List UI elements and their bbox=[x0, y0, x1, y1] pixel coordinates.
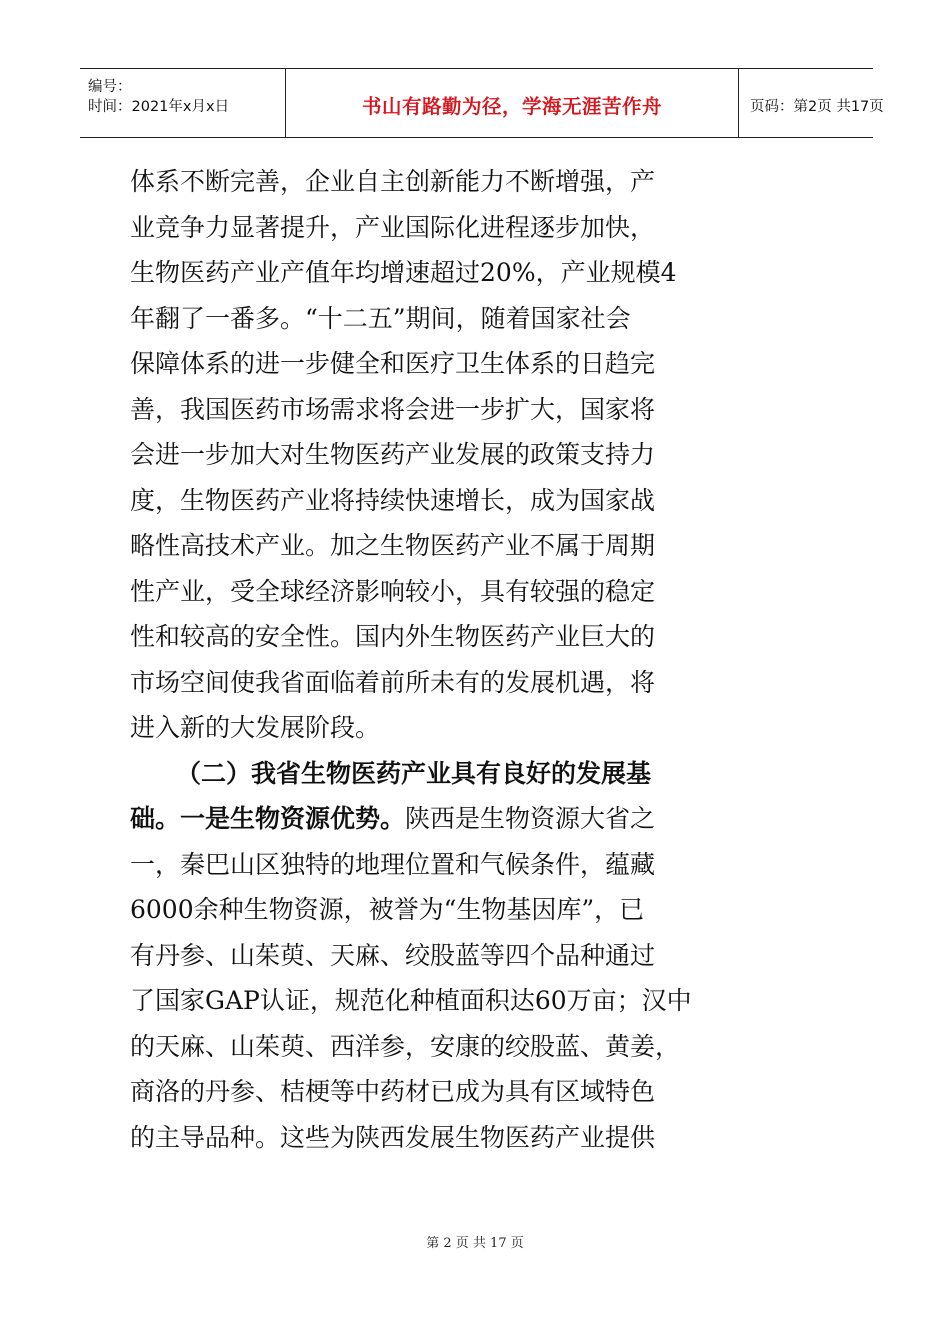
paragraph-line bbox=[130, 297, 820, 341]
paragraph-line bbox=[130, 979, 820, 1023]
paragraph-line bbox=[130, 706, 820, 750]
paragraph-line: 的天麻、山茱萸、西洋参，安康的绞股蓝、黄姜， bbox=[130, 1031, 681, 1061]
paragraph-line: 了国家GAP认证，规范化种植面积达60万亩；汉中 bbox=[130, 986, 692, 1015]
paragraph-line bbox=[130, 661, 820, 705]
paragraph-line bbox=[130, 888, 820, 932]
header-page-cell bbox=[738, 69, 884, 137]
paragraph-line: 的主导品种。这些为陕西发展生物医药产业提供 bbox=[130, 1122, 656, 1152]
section-heading-line bbox=[176, 752, 866, 796]
document-number-label: 编号： bbox=[88, 79, 132, 95]
paragraph-line bbox=[130, 433, 820, 477]
paragraph-line: 商洛的丹参、桔梗等中药材已成为具有区域特色 bbox=[130, 1077, 656, 1106]
paragraph-line: 保障体系的进一步健全和医疗卫生体系的日趋完 bbox=[130, 349, 656, 378]
paragraph-line: 市场空间使我省面临着前所未有的发展机遇，将 bbox=[130, 667, 656, 697]
paragraph-line bbox=[130, 843, 820, 887]
paragraph-line: 有丹参、山茱萸、天麻、绞股蓝等四个品种通过 bbox=[130, 940, 656, 970]
paragraph-line bbox=[130, 479, 820, 523]
paragraph-line bbox=[130, 160, 820, 204]
section-heading: （二）我省生物医药产业具有良好的发展基 bbox=[176, 758, 652, 788]
paragraph-line: 一，秦巴山区独特的地理位置和气候条件，蕴藏 bbox=[130, 849, 656, 879]
header-motto-cell bbox=[285, 69, 739, 137]
paragraph-line bbox=[130, 797, 820, 841]
paragraph-line bbox=[130, 615, 820, 659]
paragraph-line: 体系不断完善，企业自主创新能力不断增强，产 bbox=[130, 167, 656, 196]
motto-text: 书山有路勤为径，学海无涯苦作舟 bbox=[361, 95, 662, 118]
paragraph-line: 性和较高的安全性。国内外生物医药产业巨大的 bbox=[130, 622, 656, 651]
section-subheading: 础。一是生物资源优势。 bbox=[130, 804, 406, 833]
paragraph-line bbox=[130, 524, 820, 568]
paragraph-line bbox=[130, 934, 820, 978]
paragraph-line: 进入新的大发展阶段。 bbox=[130, 713, 381, 742]
paragraph-line: 业竞争力显著提升，产业国际化进程逐步加快， bbox=[130, 212, 656, 242]
page-footer: 第 2 页 共 17 页 bbox=[426, 1236, 524, 1251]
paragraph-line bbox=[130, 342, 820, 386]
paragraph-line bbox=[130, 251, 820, 295]
paragraph-line: 度，生物医药产业将持续快速增长，成为国家战 bbox=[130, 485, 656, 515]
header-page-info: 页码：第2页 共17页 bbox=[750, 99, 884, 115]
paragraph-line bbox=[130, 1070, 820, 1114]
paragraph-line bbox=[130, 1025, 820, 1069]
paragraph-text: 陕西是生物资源大省之 bbox=[405, 804, 656, 833]
paragraph-line: 会进一步加大对生物医药产业发展的政策支持力 bbox=[130, 440, 656, 469]
paragraph-line bbox=[130, 1116, 820, 1160]
paragraph-line: 善，我国医药市场需求将会进一步扩大，国家将 bbox=[130, 394, 656, 424]
document-date: 时间：2021年x月x日 bbox=[88, 99, 230, 115]
paragraph-line bbox=[130, 388, 820, 432]
header-left-cell bbox=[80, 69, 285, 137]
paragraph-line bbox=[130, 206, 820, 250]
paragraph-line bbox=[130, 570, 820, 614]
paragraph-line: 年翻了一番多。“十二五”期间，随着国家社会 bbox=[130, 303, 631, 333]
paragraph-line: 生物医药产业产值年均增速超过20%，产业规模4 bbox=[130, 258, 677, 287]
paragraph-line: 略性高技术产业。加之生物医药产业不属于周期 bbox=[130, 531, 656, 560]
paragraph-line: 6000余种生物资源，被誉为“生物基因库”，已 bbox=[130, 895, 645, 924]
document-header bbox=[80, 68, 884, 138]
paragraph-line: 性产业，受全球经济影响较小，具有较强的稳定 bbox=[130, 576, 656, 606]
